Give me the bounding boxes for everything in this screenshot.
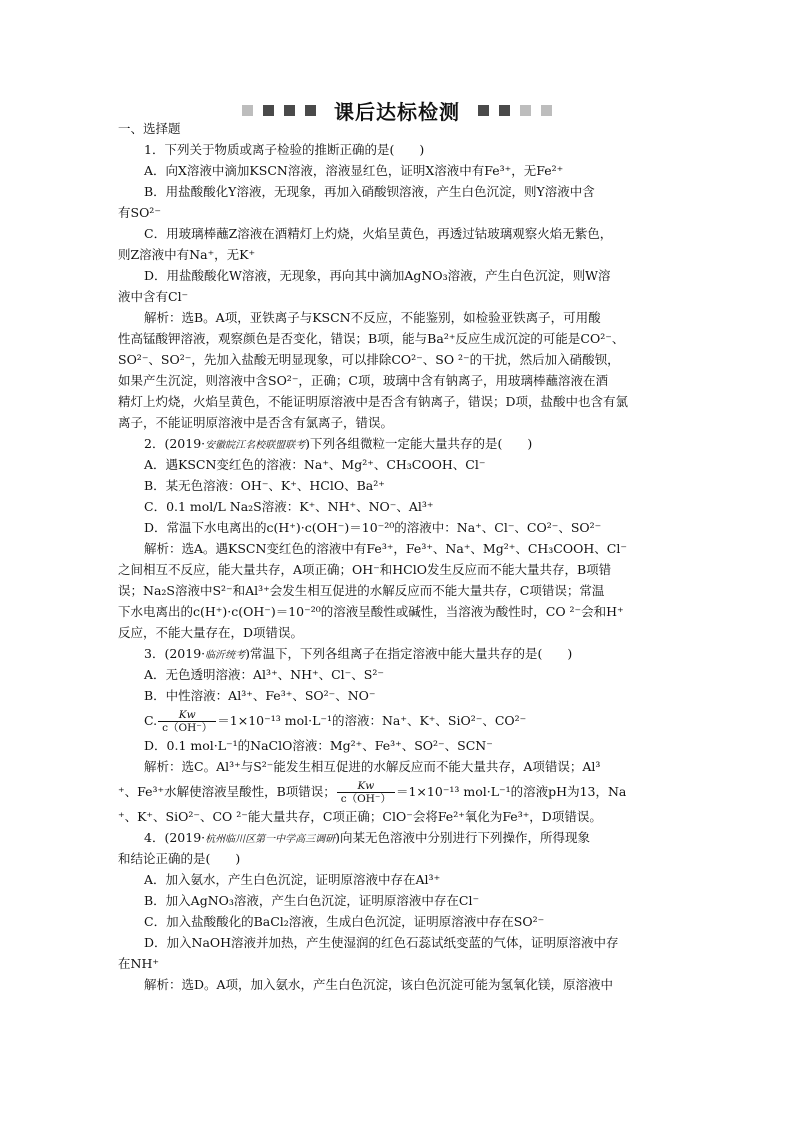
question-2-answer: 解析：选A。遇KSCN变红色的溶液中有Fe³⁺，Fe³⁺、Na⁺、Mg²⁺、CH₃COOH、Cl⁻ [144, 541, 627, 556]
decor-square [284, 105, 295, 116]
question-3-option-b: B．中性溶液：Al³⁺、Fe³⁺、SO²⁻、NO⁻ [144, 688, 376, 703]
question-1-answer-line: 如果产生沉淀，则溶液中含SO²⁻，正确；C项，玻璃中含有钠离子，用玻璃棒蘸溶液在酒 [118, 373, 608, 388]
question-2-stem: 2．(2019·安徽皖江名校联盟联考)下列各组微粒一定能大量共存的是( ) [144, 436, 533, 451]
question-3-answer-line: ⁺、K⁺、SiO²⁻、CO ²⁻能大量共存，C项正确；ClO⁻会将Fe²⁺氧化为Fe³⁺，D项错误。 [118, 809, 602, 824]
question-4-option-d-cont: 在NH⁺ [118, 956, 159, 971]
question-1-answer-line: SO²⁻、SO²⁻，先加入盐酸无明显现象，可以排除CO²⁻、SO ²⁻的干扰，然后加入硝酸钡， [118, 352, 620, 367]
question-2-option-a: A．遇KSCN变红色的溶液：Na⁺、Mg²⁺、CH₃COOH、Cl⁻ [144, 457, 486, 472]
question-4-source: 杭州临川区第一中学高三调研 [205, 834, 336, 845]
document-body [118, 118, 678, 995]
question-2-answer-line: 反应，不能大量存在，D项错误。 [118, 625, 304, 640]
question-1-answer-line: 精灯上灼烧，火焰呈黄色，不能证明原溶液中是否含有钠离子，错误；D项，盐酸中也含有氯 [118, 394, 629, 409]
page-title: 课后达标检测 [334, 99, 460, 124]
decor-square [520, 105, 531, 116]
decor-square [263, 105, 274, 116]
decor-square [478, 105, 489, 116]
question-3-source: 临沂统考 [205, 650, 246, 661]
question-2-option-d: D．常温下水电离出的c(H⁺)·c(OH⁻)＝10⁻²⁰的溶液中：Na⁺、Cl⁻、CO²⁻、SO²⁻ [144, 520, 602, 535]
decor-square [305, 105, 316, 116]
question-2-answer-line: 误；Na₂S溶液中S²⁻和Al³⁺会发生相互促进的水解反应而不能大量共存，C项错误；常温 [118, 583, 605, 598]
question-4-stem-cont: 和结论正确的是( ) [118, 851, 241, 866]
question-2-source: 安徽皖江名校联盟联考 [205, 440, 306, 451]
question-1-option-b: B．用盐酸酸化Y溶液，无现象，再加入硝酸钡溶液，产生白色沉淀，则Y溶液中含 [144, 184, 595, 199]
question-4-option-c: C．加入盐酸酸化的BaCl₂溶液，生成白色沉淀，证明原溶液中存在SO²⁻ [144, 914, 545, 929]
question-4-answer: 解析：选D。A项，加入氨水，产生白色沉淀，该白色沉淀可能为氢氧化镁，原溶液中 [144, 977, 614, 992]
question-2-answer-line: 之间相互不反应，能大量共存，A项正确；OH⁻和HClO发生反应而不能大量共存，B项错 [118, 562, 612, 577]
question-2-answer-line: 下水电离出的c(H⁺)·c(OH⁻)＝10⁻²⁰的溶液呈酸性或碱性，当溶液为酸性时，CO ²⁻会和H⁺ [118, 604, 624, 619]
question-1-option-a: A．向X溶液中滴加KSCN溶液，溶液显红色，证明X溶液中有Fe³⁺，无Fe²⁺ [144, 163, 564, 178]
question-1-option-d-cont: 液中含有Cl⁻ [118, 289, 189, 304]
question-2-option-b: B．某无色溶液：OH⁻、K⁺、HClO、Ba²⁺ [144, 478, 385, 493]
question-1-answer-line: 离子，不能证明原溶液中是否含有氯离子，错误。 [118, 415, 394, 430]
question-3-answer: 解析：选C。Al³⁺与S²⁻能发生相互促进的水解反应而不能大量共存，A项错误；Al³ [144, 759, 601, 774]
question-1-option-c: C．用玻璃棒蘸Z溶液在酒精灯上灼烧，火焰呈黄色，再透过钴玻璃观察火焰无紫色， [144, 226, 613, 241]
decor-square [242, 105, 253, 116]
question-4-stem: 4．(2019·杭州临川区第一中学高三调研)向某无色溶液中分别进行下列操作，所得现象 [144, 830, 591, 845]
question-2-option-c: C．0.1 mol/L Na₂S溶液：K⁺、NH⁺、NO⁻、Al³⁺ [144, 499, 434, 514]
question-1-answer-line: 性高锰酸钾溶液，观察颜色是否变化，错误；B项，能与Ba²⁺反应生成沉淀的可能是CO²⁻、 [118, 331, 625, 346]
question-4-option-d: D．加入NaOH溶液并加热，产生使湿润的红色石蕊试纸变蓝的气体，证明原溶液中存 [144, 935, 619, 950]
question-3-option-a: A．无色透明溶液：Al³⁺、NH⁺、Cl⁻、S²⁻ [144, 667, 384, 682]
kw-fraction: $\frac{Kw}{c(OH^-)}$ [158, 709, 216, 734]
decor-square [499, 105, 510, 116]
question-3-option-d: D．0.1 mol·L⁻¹的NaClO溶液：Mg²⁺、Fe³⁺、SO²⁻、SCN⁻ [144, 738, 493, 753]
question-1-answer: 解析：选B。A项，亚铁离子与KSCN不反应，不能鉴别，如检验亚铁离子，可用酸 [144, 310, 601, 325]
question-4-option-b: B．加入AgNO₃溶液，产生白色沉淀，证明原溶液中存在Cl⁻ [144, 893, 480, 908]
kw-fraction: $\frac{Kw}{c(OH^-)}$ [337, 780, 395, 805]
question-1-stem: 1．下列关于物质或离子检验的推断正确的是( ) [144, 142, 425, 157]
section-label: 一、选择题 [118, 121, 181, 136]
question-1-option-c-cont: 则Z溶液中有Na⁺，无K⁺ [118, 247, 256, 262]
question-1-option-b-cont: 有SO²⁻ [118, 205, 161, 220]
question-3-answer-line: ⁺、Fe³⁺水解使溶液呈酸性，B项错误； $\frac{Kw}{c(OH^-)}$ ＝1×10⁻¹³ mol·L⁻¹的溶液pH为13，Na [118, 780, 627, 805]
question-4-option-a: A．加入氨水，产生白色沉淀，证明原溶液中存在Al³⁺ [144, 872, 441, 887]
question-1-option-d: D．用盐酸酸化W溶液，无现象，再向其中滴加AgNO₃溶液，产生白色沉淀，则W溶 [144, 268, 611, 283]
decor-square [541, 105, 552, 116]
question-3-stem: 3．(2019·临沂统考)常温下，下列各组离子在指定溶液中能大量共存的是( ) [144, 646, 573, 661]
question-3-option-c: C. $\frac{Kw}{c(OH^-)}$ ＝1×10⁻¹³ mol·L⁻¹的溶液：Na⁺、K⁺、SiO²⁻、CO²⁻ [144, 709, 527, 734]
